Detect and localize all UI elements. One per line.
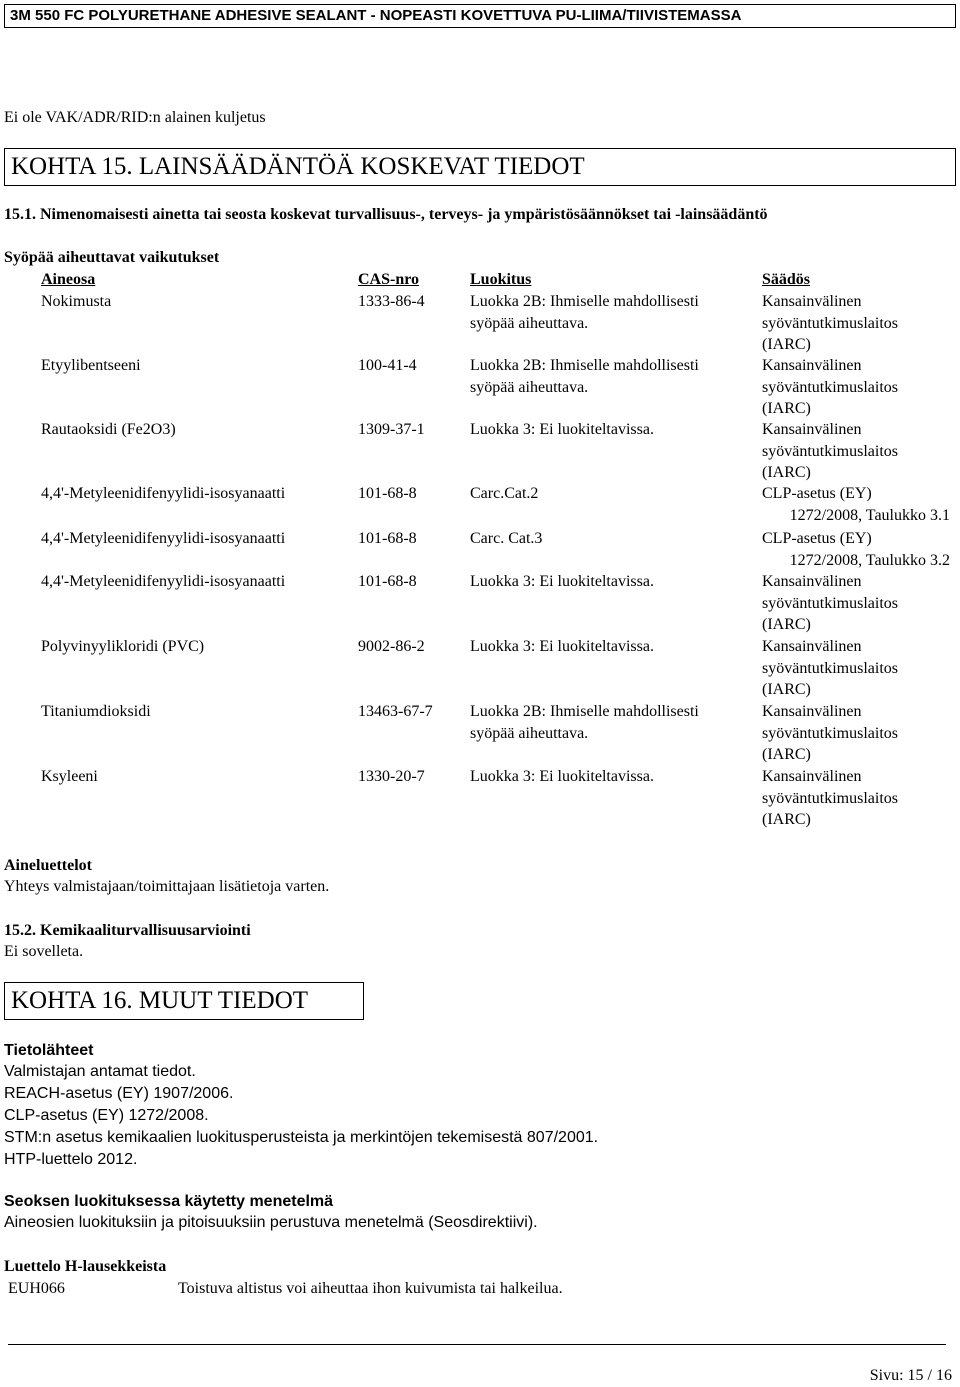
inventories-heading: Aineluettelot xyxy=(4,857,92,874)
source-item: Valmistajan antamat tiedot. xyxy=(4,1063,196,1080)
document-header xyxy=(4,4,956,28)
regulation-line: (IARC) xyxy=(762,681,811,699)
classification-line: Luokka 3: Ei luokiteltavissa. xyxy=(470,421,654,438)
component-name: Nokimusta xyxy=(41,293,112,310)
regulation-line: syöväntutkimuslaitos xyxy=(762,314,898,332)
section-15-box xyxy=(4,148,956,186)
cas-number: 101-68-8 xyxy=(358,485,417,502)
regulation-line: (IARC) xyxy=(762,464,811,482)
component-name: Ksyleeni xyxy=(41,768,98,785)
page-number: Sivu: 15 / 16 xyxy=(869,1367,952,1384)
table-header-row xyxy=(0,269,960,291)
classification-line: Luokka 3: Ei luokiteltavissa. xyxy=(470,638,654,655)
subsection-15-1-title: 15.1. Nimenomaisesti ainetta tai seosta koskevat turvallisuus-, terveys- ja ympäristösäännökset tai -lainsäädäntö xyxy=(4,206,768,223)
table-row xyxy=(0,636,960,699)
classification-line: syöpää aiheuttava. xyxy=(470,314,589,332)
section-16-box xyxy=(4,982,364,1020)
regulation-line: Kansainvälinen xyxy=(762,768,862,785)
table-row xyxy=(0,766,960,829)
cas-number: 1333-86-4 xyxy=(358,293,425,310)
method-text: Aineosien luokituksiin ja pitoisuuksiin perustuva menetelmä (Seosdirektiivi). xyxy=(4,1214,538,1231)
carcinogen-table xyxy=(0,269,960,839)
table-row xyxy=(0,483,960,524)
cas-number: 9002-86-2 xyxy=(358,638,425,655)
classification-line: Luokka 2B: Ihmiselle mahdollisesti xyxy=(470,357,699,374)
regulation-line: 1272/2008, Taulukko 3.1 xyxy=(789,506,950,524)
cas-number: 101-68-8 xyxy=(358,530,417,547)
table-row xyxy=(0,355,960,418)
table-row xyxy=(0,571,960,634)
source-item: REACH-asetus (EY) 1907/2006. xyxy=(4,1085,234,1102)
classification-line: Luokka 2B: Ihmiselle mahdollisesti xyxy=(470,293,699,310)
regulation-line: (IARC) xyxy=(762,616,811,634)
cas-number: 13463-67-7 xyxy=(358,703,433,720)
cas-number: 100-41-4 xyxy=(358,357,417,374)
regulation-line: 1272/2008, Taulukko 3.2 xyxy=(789,551,950,569)
classification-line: Luokka 3: Ei luokiteltavissa. xyxy=(470,768,654,785)
method-heading: Seoksen luokituksessa käytetty menetelmä xyxy=(4,1193,334,1210)
regulation-line: Kansainvälinen xyxy=(762,293,862,310)
transport-note: Ei ole VAK/ADR/RID:n alainen kuljetus xyxy=(4,109,266,126)
cas-number: 1309-37-1 xyxy=(358,421,425,438)
classification-line: Luokka 3: Ei luokiteltavissa. xyxy=(470,573,654,590)
regulation-line: (IARC) xyxy=(762,400,811,418)
regulation-line: (IARC) xyxy=(762,746,811,764)
classification-line: Luokka 2B: Ihmiselle mahdollisesti xyxy=(470,703,699,720)
regulation-line: Kansainvälinen xyxy=(762,573,862,590)
regulation-line: syöväntutkimuslaitos xyxy=(762,789,898,807)
regulation-line: CLP-asetus (EY) xyxy=(762,530,872,547)
regulation-line: syöväntutkimuslaitos xyxy=(762,659,898,677)
classification-line: Carc. Cat.3 xyxy=(470,530,543,547)
subsection-15-2-text: Ei sovelleta. xyxy=(4,943,84,960)
carcinogen-heading: Syöpää aiheuttavat vaikutukset xyxy=(4,249,220,266)
h-statement-code: EUH066 xyxy=(8,1280,65,1297)
regulation-line: Kansainvälinen xyxy=(762,638,862,655)
footer-divider xyxy=(8,1344,946,1345)
h-statement-text: Toistuva altistus voi aiheuttaa ihon kuivumista tai halkeilua. xyxy=(178,1280,563,1297)
cas-number: 1330-20-7 xyxy=(358,768,425,785)
component-name: Rautaoksidi (Fe2O3) xyxy=(41,421,176,438)
classification-line: Carc.Cat.2 xyxy=(470,485,539,502)
column-header-cas: CAS-nro xyxy=(358,271,420,288)
subsection-15-2-title: 15.2. Kemikaaliturvallisuusarviointi xyxy=(4,922,251,939)
regulation-line: (IARC) xyxy=(762,811,811,829)
component-name: 4,4'-Metyleenidifenyylidi-isosyanaatti xyxy=(41,530,286,547)
column-header-classification: Luokitus xyxy=(470,271,532,288)
regulation-line: CLP-asetus (EY) xyxy=(762,485,872,502)
regulation-line: syöväntutkimuslaitos xyxy=(762,594,898,612)
regulation-line: (IARC) xyxy=(762,336,811,354)
table-row xyxy=(0,419,960,482)
classification-line: syöpää aiheuttava. xyxy=(470,378,589,396)
regulation-line: Kansainvälinen xyxy=(762,703,862,720)
regulation-line: Kansainvälinen xyxy=(762,357,862,374)
column-header-component: Aineosa xyxy=(41,271,96,288)
section-16-title: KOHTA 16. MUUT TIEDOT xyxy=(11,987,309,1014)
source-item: HTP-luettelo 2012. xyxy=(4,1151,138,1168)
regulation-line: syöväntutkimuslaitos xyxy=(762,442,898,460)
document-title: 3M 550 FC POLYURETHANE ADHESIVE SEALANT - NOPEASTI KOVETTUVA PU-LIIMA/TIIVISTEMASSA xyxy=(10,7,742,24)
source-item: CLP-asetus (EY) 1272/2008. xyxy=(4,1107,209,1124)
h-statements-heading: Luettelo H-lausekkeista xyxy=(4,1258,167,1275)
table-row xyxy=(0,291,960,354)
cas-number: 101-68-8 xyxy=(358,573,417,590)
component-name: Etyylibentseeni xyxy=(41,357,141,374)
component-name: 4,4'-Metyleenidifenyylidi-isosyanaatti xyxy=(41,573,286,590)
regulation-line: Kansainvälinen xyxy=(762,421,862,438)
sources-heading: Tietolähteet xyxy=(4,1042,94,1059)
regulation-line: syöväntutkimuslaitos xyxy=(762,724,898,742)
regulation-line: syöväntutkimuslaitos xyxy=(762,378,898,396)
component-name: Titaniumdioksidi xyxy=(41,703,151,720)
table-row xyxy=(0,528,960,569)
component-name: 4,4'-Metyleenidifenyylidi-isosyanaatti xyxy=(41,485,286,502)
section-15-title: KOHTA 15. LAINSÄÄDÄNTÖÄ KOSKEVAT TIEDOT xyxy=(11,153,585,180)
column-header-regulation: Säädös xyxy=(762,271,811,288)
component-name: Polyvinyylikloridi (PVC) xyxy=(41,638,205,655)
inventories-text: Yhteys valmistajaan/toimittajaan lisätietoja varten. xyxy=(4,878,330,895)
table-row xyxy=(0,701,960,764)
source-item: STM:n asetus kemikaalien luokitusperusteista ja merkintöjen tekemisestä 807/2001. xyxy=(4,1129,599,1146)
classification-line: syöpää aiheuttava. xyxy=(470,724,589,742)
